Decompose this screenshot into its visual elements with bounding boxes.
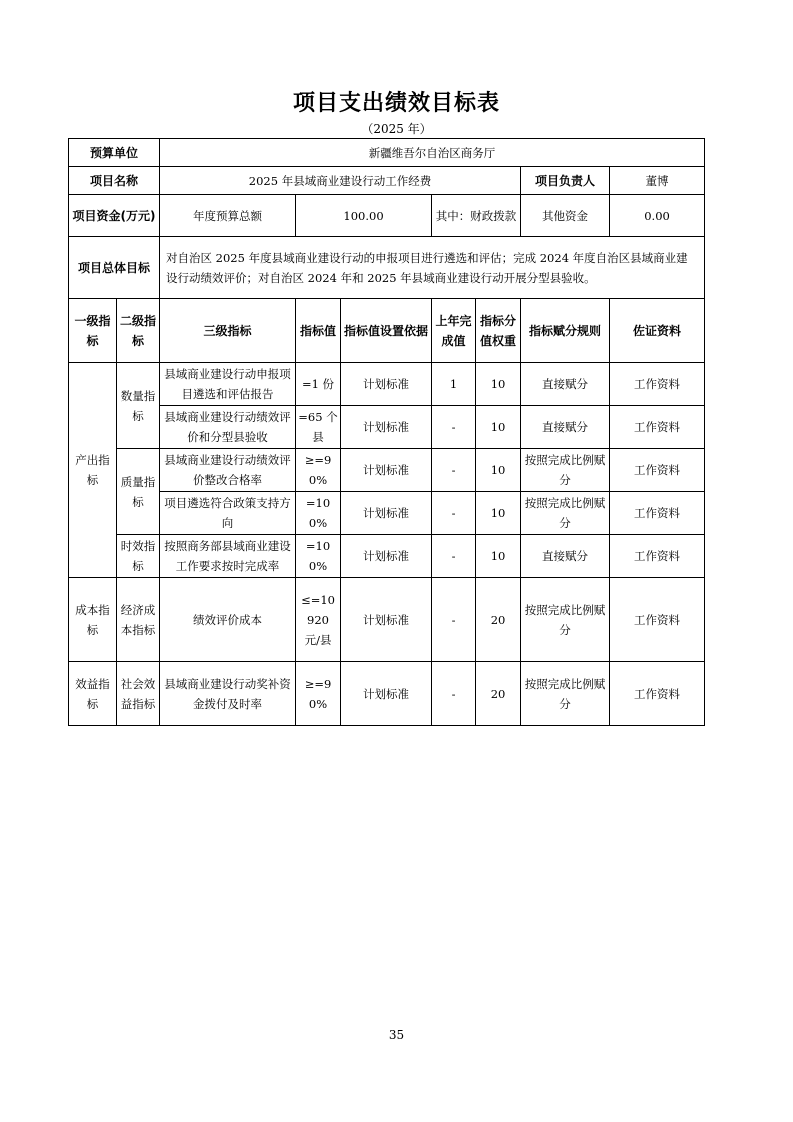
rule-cell: 直接赋分 bbox=[521, 406, 610, 449]
table-row bbox=[69, 492, 705, 535]
document-title: 项目支出绩效目标表 bbox=[292, 91, 500, 116]
rule-cell: 直接赋分 bbox=[521, 363, 610, 406]
basis-cell: 计划标准 bbox=[341, 662, 432, 726]
annual-total-value: 100.00 bbox=[296, 195, 432, 237]
level1-benefit: 效益指标 bbox=[69, 662, 117, 726]
value-cell: =100% bbox=[296, 535, 341, 578]
last-year-cell: - bbox=[432, 535, 476, 578]
value-cell: =100% bbox=[296, 492, 341, 535]
basis-cell: 计划标准 bbox=[341, 406, 432, 449]
table-row bbox=[69, 578, 705, 662]
table-row bbox=[69, 449, 705, 492]
rule-cell: 按照完成比例赋分 bbox=[521, 492, 610, 535]
last-year-cell: - bbox=[432, 662, 476, 726]
other-value: 0.00 bbox=[610, 195, 705, 237]
leader-value: 董博 bbox=[610, 167, 705, 195]
evidence-cell: 工作资料 bbox=[610, 662, 705, 726]
evidence-cell: 工作资料 bbox=[610, 535, 705, 578]
fiscal-label: 其中：财政拨款 bbox=[432, 195, 521, 237]
table-row bbox=[69, 535, 705, 578]
weight-cell: 10 bbox=[476, 406, 521, 449]
rule-cell: 直接赋分 bbox=[521, 535, 610, 578]
basis-cell: 计划标准 bbox=[341, 449, 432, 492]
column-header: 指标分值权重 bbox=[476, 299, 521, 363]
project-value: 2025 年县域商业建设行动工作经费 bbox=[160, 167, 521, 195]
funds-row bbox=[69, 195, 705, 237]
goal-label: 项目总体目标 bbox=[69, 237, 160, 299]
leader-label: 项目负责人 bbox=[521, 167, 610, 195]
column-header: 二级指标 bbox=[117, 299, 160, 363]
annual-total-label: 年度预算总额 bbox=[160, 195, 296, 237]
level2-timeliness: 时效指标 bbox=[117, 535, 160, 578]
level1-cost: 成本指标 bbox=[69, 578, 117, 662]
indicator-cell: 县域商业建设行动绩效评价整改合格率 bbox=[160, 449, 296, 492]
level2-social-benefit: 社会效益指标 bbox=[117, 662, 160, 726]
last-year-cell: - bbox=[432, 578, 476, 662]
basis-cell: 计划标准 bbox=[341, 492, 432, 535]
level2-economic-cost: 经济成本指标 bbox=[117, 578, 160, 662]
value-cell: =65 个县 bbox=[296, 406, 341, 449]
column-header: 三级指标 bbox=[160, 299, 296, 363]
document-year: （2025 年） bbox=[361, 122, 432, 136]
unit-row bbox=[69, 139, 705, 167]
indicator-cell: 县域商业建设行动申报项目遴选和评估报告 bbox=[160, 363, 296, 406]
goal-text: 对自治区 2025 年度县域商业建设行动的申报项目进行遴选和评估；完成 2024 年度自治区县域商业建设行动绩效评价；对自治区 2024 年和 2025 年县域商业建设行动开展分型县验收。 bbox=[160, 237, 705, 299]
project-row bbox=[69, 167, 705, 195]
last-year-cell: - bbox=[432, 449, 476, 492]
goal-row bbox=[69, 237, 705, 299]
rule-cell: 按照完成比例赋分 bbox=[521, 578, 610, 662]
indicator-cell: 绩效评价成本 bbox=[160, 578, 296, 662]
evidence-cell: 工作资料 bbox=[610, 449, 705, 492]
unit-value: 新疆维吾尔自治区商务厅 bbox=[160, 139, 705, 167]
value-cell: =1 份 bbox=[296, 363, 341, 406]
table-row bbox=[69, 363, 705, 406]
value-cell: ≥=90% bbox=[296, 662, 341, 726]
column-header: 佐证资料 bbox=[610, 299, 705, 363]
column-header: 指标值设置依据 bbox=[341, 299, 432, 363]
weight-cell: 10 bbox=[476, 449, 521, 492]
unit-label: 预算单位 bbox=[69, 139, 160, 167]
basis-cell: 计划标准 bbox=[341, 535, 432, 578]
rule-cell: 按照完成比例赋分 bbox=[521, 449, 610, 492]
level2-quantity: 数量指标 bbox=[117, 363, 160, 449]
indicator-cell: 县域商业建设行动奖补资金拨付及时率 bbox=[160, 662, 296, 726]
column-header: 一级指标 bbox=[69, 299, 117, 363]
last-year-cell: 1 bbox=[432, 363, 476, 406]
level2-quality: 质量指标 bbox=[117, 449, 160, 535]
indicator-cell: 县域商业建设行动绩效评价和分型县验收 bbox=[160, 406, 296, 449]
table-row bbox=[69, 662, 705, 726]
column-header-row bbox=[69, 299, 705, 363]
performance-table bbox=[68, 138, 705, 726]
weight-cell: 20 bbox=[476, 662, 521, 726]
page-number: 35 bbox=[388, 1028, 405, 1042]
column-header: 指标值 bbox=[296, 299, 341, 363]
evidence-cell: 工作资料 bbox=[610, 578, 705, 662]
column-header: 指标赋分规则 bbox=[521, 299, 610, 363]
last-year-cell: - bbox=[432, 406, 476, 449]
table-row bbox=[69, 406, 705, 449]
other-label: 其他资金 bbox=[521, 195, 610, 237]
evidence-cell: 工作资料 bbox=[610, 492, 705, 535]
weight-cell: 10 bbox=[476, 492, 521, 535]
level1-output: 产出指标 bbox=[69, 363, 117, 578]
funds-label: 项目资金(万元) bbox=[69, 195, 160, 237]
value-cell: ≤=10920 元/县 bbox=[296, 578, 341, 662]
rule-cell: 按照完成比例赋分 bbox=[521, 662, 610, 726]
weight-cell: 10 bbox=[476, 535, 521, 578]
basis-cell: 计划标准 bbox=[341, 363, 432, 406]
evidence-cell: 工作资料 bbox=[610, 406, 705, 449]
project-label: 项目名称 bbox=[69, 167, 160, 195]
indicator-cell: 按照商务部县域商业建设工作要求按时完成率 bbox=[160, 535, 296, 578]
last-year-cell: - bbox=[432, 492, 476, 535]
indicator-cell: 项目遴选符合政策支持方向 bbox=[160, 492, 296, 535]
column-header: 上年完成值 bbox=[432, 299, 476, 363]
value-cell: ≥=90% bbox=[296, 449, 341, 492]
weight-cell: 10 bbox=[476, 363, 521, 406]
weight-cell: 20 bbox=[476, 578, 521, 662]
basis-cell: 计划标准 bbox=[341, 578, 432, 662]
evidence-cell: 工作资料 bbox=[610, 363, 705, 406]
